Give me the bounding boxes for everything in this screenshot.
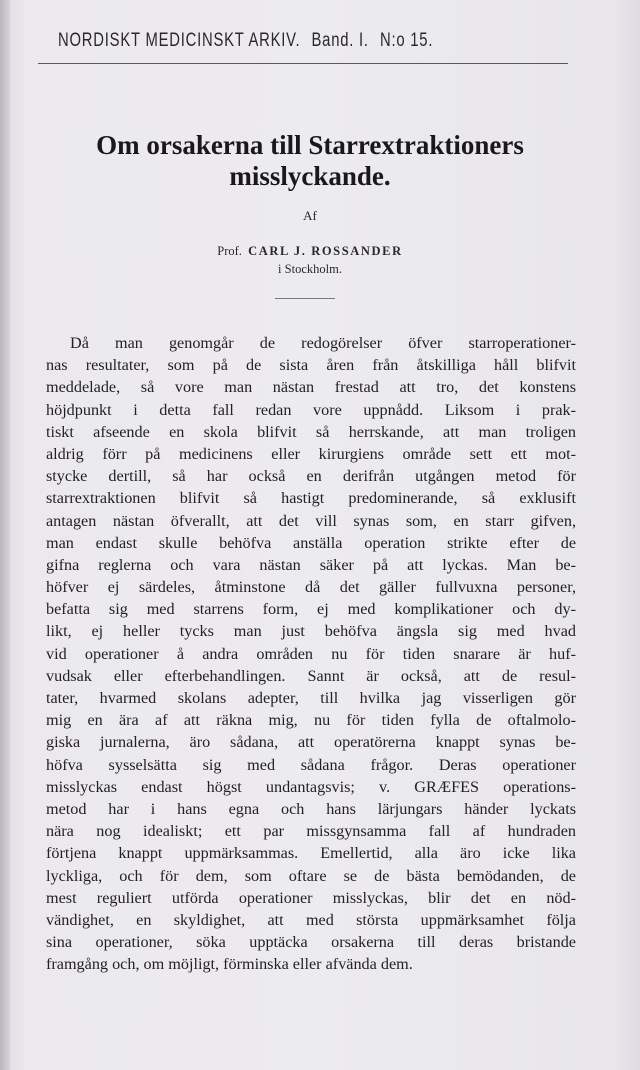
author-prefix: Prof. bbox=[217, 244, 242, 258]
body-line: höfver ej särdeles, åtminstone då det gäller fullvuxna personer, bbox=[46, 578, 576, 597]
body-line: Då man genomgår de redogörelser öfver starroperationer- bbox=[70, 334, 576, 352]
article-title bbox=[40, 130, 580, 192]
body-line: framgång och, om möjligt, förminska eller afvända dem. bbox=[46, 955, 413, 974]
issue-number: N:o 15. bbox=[379, 30, 434, 51]
header-rule bbox=[38, 63, 568, 64]
body-line: lyckliga, och för dem, som oftare se de bästa bemödanden, de bbox=[46, 866, 576, 885]
body-line: höjdpunkt i detta fall redan vore uppnådd. Liksom i prak- bbox=[46, 400, 576, 419]
body-line: tiskt afseende en skola blifvit så herrskande, att man troligen bbox=[46, 422, 576, 441]
byline: Af bbox=[303, 208, 317, 223]
page-binding-edge bbox=[0, 0, 10, 1070]
body-line: stycke dertill, så har också en derifrån utgången metod för bbox=[46, 467, 576, 486]
body-line: mig en ära af att räkna mig, nu för tiden fylla de oftalmolo- bbox=[46, 711, 576, 730]
body-line: metod har i hans egna och hans lärjungars händer lyckats bbox=[46, 799, 576, 818]
body-line: starrextraktionen blifvit så hastigt predominerande, så exklusift bbox=[46, 489, 576, 508]
body-line: nära nog idealiskt; ett par missgynsamma fall af hundraden bbox=[46, 822, 576, 841]
body-line: giska jurnalerna, äro sådana, att operatörerna knappt synas be- bbox=[46, 733, 576, 752]
body-line: antagen nästan öfverallt, att det vill synas som, en starr gifven, bbox=[46, 511, 576, 530]
body-line: misslyckas endast högst undantagsvis; v. GRÆFES operations- bbox=[46, 777, 576, 796]
body-line: vudsak eller efterbehandlingen. Sannt är också, att de resul- bbox=[46, 666, 576, 685]
body-line: höfva sysselsätta sig med sådana frågor. Deras operationer bbox=[46, 755, 576, 774]
running-head bbox=[58, 30, 448, 58]
body-line: förtjena knappt uppmärksammas. Emellertid, alla äro icke lika bbox=[46, 844, 576, 863]
article-title-line-1: Om orsakerna till Starrextraktioners bbox=[96, 130, 524, 160]
body-line: meddelade, så vore man nästan frestad att tro, det konstens bbox=[46, 378, 576, 397]
journal-name: NORDISKT MEDICINSKT ARKIV. bbox=[58, 30, 301, 51]
body-line: nas resultater, som på de sista åren från åtskilliga håll blifvit bbox=[46, 356, 576, 375]
author-name: CARL J. ROSSANDER bbox=[248, 244, 403, 258]
body-line: likt, ej heller tycks man just behöfva ängsla sig med hvad bbox=[46, 622, 576, 641]
author-location: i Stockholm. bbox=[278, 262, 342, 276]
body-line: tater, hvarmed skolans adepter, till hvilka jag visserligen gör bbox=[46, 689, 576, 707]
body-line: vid operationer å andra områden nu för tiden snarare är huf- bbox=[46, 644, 576, 663]
body-line: befatta sig med starrens form, ej med komplikationer och dy- bbox=[46, 600, 576, 619]
volume-label: Band. I. bbox=[311, 30, 369, 51]
author-line bbox=[40, 244, 580, 259]
body-line: mest reguliert utförda operationer misslyckas, blir det en nöd- bbox=[46, 888, 576, 907]
body-text bbox=[46, 332, 576, 975]
body-line: aldrig förr på medicinens eller kirurgiens område sett ett mot- bbox=[46, 444, 576, 463]
article-title-line-2: misslyckande. bbox=[229, 161, 391, 191]
body-line: vändighet, en skyldighet, att med största uppmärksamhet följa bbox=[46, 910, 576, 929]
section-divider bbox=[275, 298, 335, 299]
body-line: sina operationer, söka upptäcka orsakerna till deras bristande bbox=[46, 933, 576, 952]
body-line: gifna reglerna och vara nästan säker på att lyckas. Man be- bbox=[46, 555, 576, 574]
body-line: man endast skulle behöfva anställa operation strikte efter de bbox=[46, 533, 576, 552]
